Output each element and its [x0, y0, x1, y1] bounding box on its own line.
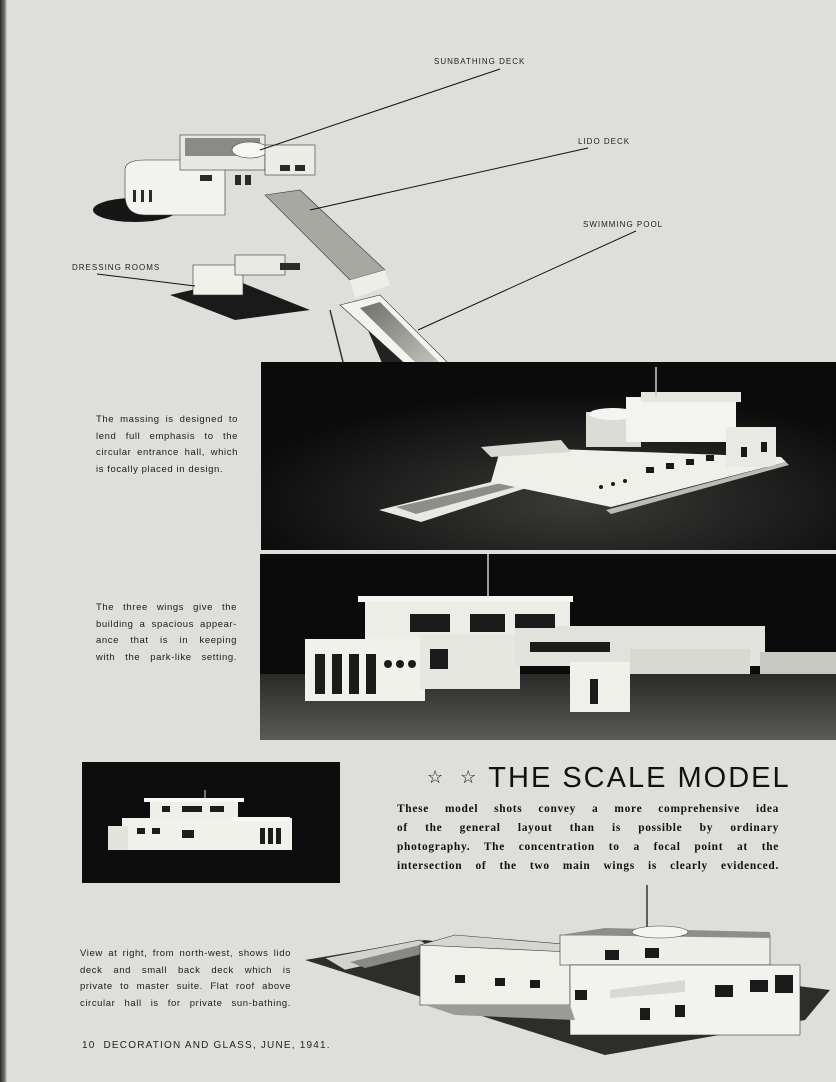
caption-wings-line-2: building a spacious appear- [96, 618, 237, 630]
caption-north-west-line-2: deck and small back deck which is [80, 964, 291, 976]
caption-massing-line-3: circular entrance hall, which [96, 447, 238, 458]
caption-wings-line-1: The three wings give the [96, 602, 237, 613]
headline [427, 762, 791, 795]
caption-north-west-line-1: View at right, from north-west, shows lido [80, 948, 291, 959]
callout-lido-deck: LIDO DECK [578, 137, 631, 146]
lead-line-2: of the general layout than is possible by ordinary [397, 822, 779, 834]
caption-massing-line-4: is focally placed in design. [96, 463, 224, 475]
star-icons: ☆ ☆ [427, 767, 483, 787]
publication-line: DECORATION AND GLASS, JUNE, 1941. [103, 1040, 331, 1051]
caption-massing [96, 412, 238, 478]
page-footer [82, 1040, 331, 1051]
lead-paragraph [397, 800, 779, 876]
callout-leaders [0, 0, 836, 400]
caption-wings [96, 600, 237, 666]
caption-massing-line-2: lend full emphasis to the [96, 430, 238, 442]
caption-wings-line-4: with the park-like setting. [96, 651, 237, 663]
lead-line-3: photography. The concentration to a focal point at the [397, 841, 779, 853]
page-number: 10 [82, 1040, 96, 1051]
caption-north-west-line-3: private to master suite. Flat roof above [80, 981, 291, 992]
model-photo-three-wings [260, 554, 836, 740]
caption-wings-line-3: ance that is in keeping [96, 635, 237, 646]
model-photo-small-elevation [82, 762, 340, 883]
north-west-model-image [305, 880, 836, 1060]
model-photo-pool-view [261, 362, 836, 550]
caption-north-west-line-4: circular hall is for private sun-bathing. [80, 997, 291, 1009]
caption-massing-line-1: The massing is designed to [96, 414, 238, 425]
callout-swimming-pool: SWIMMING POOL [583, 220, 664, 229]
lead-line-4: intersection of the two main wings is clearly evidenced. [397, 860, 779, 872]
callout-sunbathing-deck: SUNBATHING DECK [434, 57, 526, 66]
callout-dressing-rooms: DRESSING ROOMS [72, 263, 161, 272]
caption-north-west [80, 946, 291, 1012]
lead-line-1: These model shots convey a more comprehensive idea [397, 803, 779, 815]
headline-title: THE SCALE MODEL [488, 762, 791, 794]
